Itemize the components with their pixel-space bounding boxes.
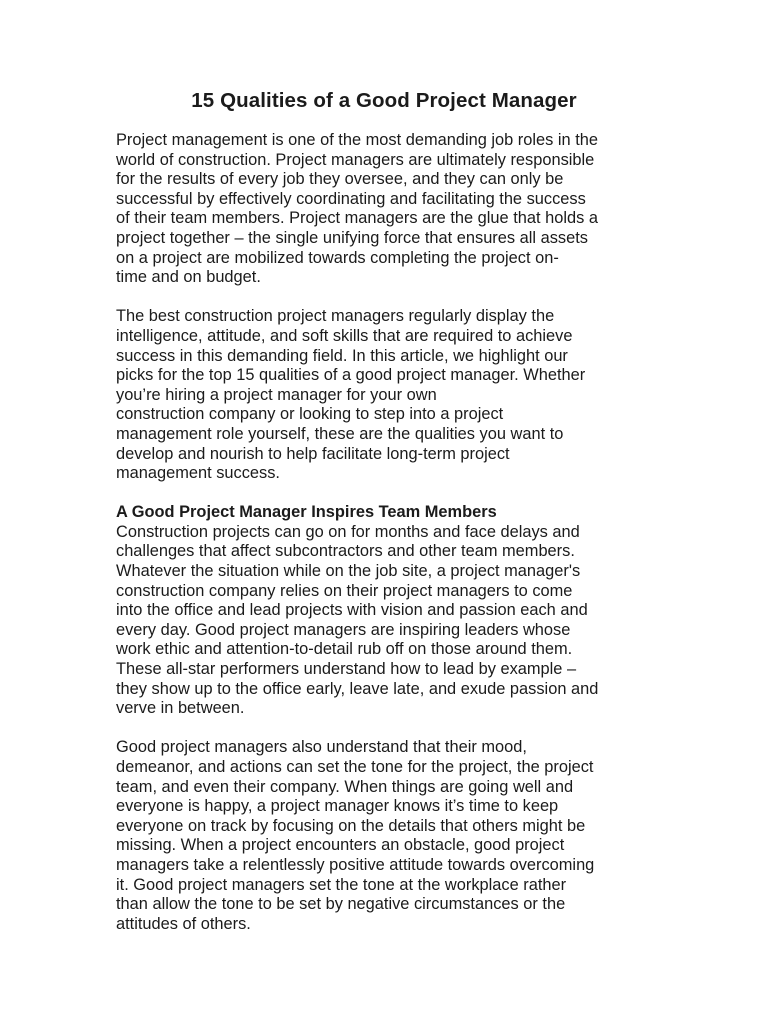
text-line: they show up to the office early, leave late, and exude passion and [116, 679, 599, 698]
text-line: success in this demanding field. In this article, we highlight our [116, 346, 568, 365]
text-line: everyone is happy, a project manager knows it’s time to keep [116, 797, 559, 816]
text-line: project together – the single unifying force that ensures all assets [116, 228, 588, 247]
section-paragraph-1 [116, 523, 656, 719]
text-line: Project management is one of the most demanding job roles in the [116, 131, 598, 149]
text-line: team, and even their company. When things are going well and [116, 777, 574, 796]
text-line: world of construction. Project managers are ultimately responsible [116, 150, 595, 169]
text-line: of their team members. Project managers are the glue that holds a [116, 209, 598, 228]
section-paragraph-2 [116, 738, 656, 934]
document-title: 15 Qualities of a Good Project Manager [191, 89, 577, 112]
text-line: successful by effectively coordinating and facilitating the success [116, 189, 586, 208]
text-line: These all-star performers understand how to lead by example – [116, 660, 577, 679]
text-line: develop and nourish to help facilitate long-term project [116, 444, 510, 463]
text-line: into the office and lead projects with vision and passion each and [116, 601, 588, 620]
text-line: verve in between. [116, 699, 245, 718]
text-line: on a project are mobilized towards completing the project on- [116, 248, 559, 267]
text-line: time and on budget. [116, 268, 261, 287]
text-line: Whatever the situation while on the job site, a project manager's [116, 562, 581, 581]
section-inspires-team-members [116, 503, 656, 934]
document-body [116, 131, 656, 954]
text-line: than allow the tone to be set by negative circumstances or the [116, 895, 566, 914]
intro-paragraph-2 [116, 307, 656, 483]
text-line: every day. Good project managers are inspiring leaders whose [116, 620, 571, 639]
intro-paragraph-1 [116, 131, 656, 288]
text-line: work ethic and attention-to-detail rub off on those around them. [116, 640, 573, 659]
text-line: construction company relies on their project managers to come [116, 581, 573, 600]
text-line: The best construction project managers regularly display the [116, 307, 555, 326]
text-line: you’re hiring a project manager for your own [116, 385, 437, 404]
text-line: intelligence, attitude, and soft skills that are required to achieve [116, 326, 573, 345]
text-line: it. Good project managers set the tone at the workplace rather [116, 875, 567, 894]
text-line: construction company or looking to step into a project [116, 405, 504, 424]
text-line: management role yourself, these are the qualities you want to [116, 424, 564, 443]
text-line: managers take a relentlessly positive attitude towards overcoming [116, 855, 595, 874]
section-heading [116, 503, 656, 523]
section-heading-text: A Good Project Manager Inspires Team Members [116, 503, 497, 522]
text-line: Good project managers also understand that their mood, [116, 738, 527, 757]
text-line: missing. When a project encounters an obstacle, good project [116, 836, 565, 855]
text-line: attitudes of others. [116, 914, 251, 933]
text-line: for the results of every job they oversee, and they can only be [116, 170, 564, 189]
text-line: picks for the top 15 qualities of a good project manager. Whether [116, 366, 586, 385]
text-line: everyone on track by focusing on the details that others might be [116, 816, 586, 835]
text-line: Construction projects can go on for months and face delays and [116, 522, 580, 541]
text-line: management success. [116, 464, 280, 483]
text-line: challenges that affect subcontractors and other team members. [116, 542, 575, 561]
text-line: demeanor, and actions can set the tone for the project, the project [116, 758, 594, 776]
